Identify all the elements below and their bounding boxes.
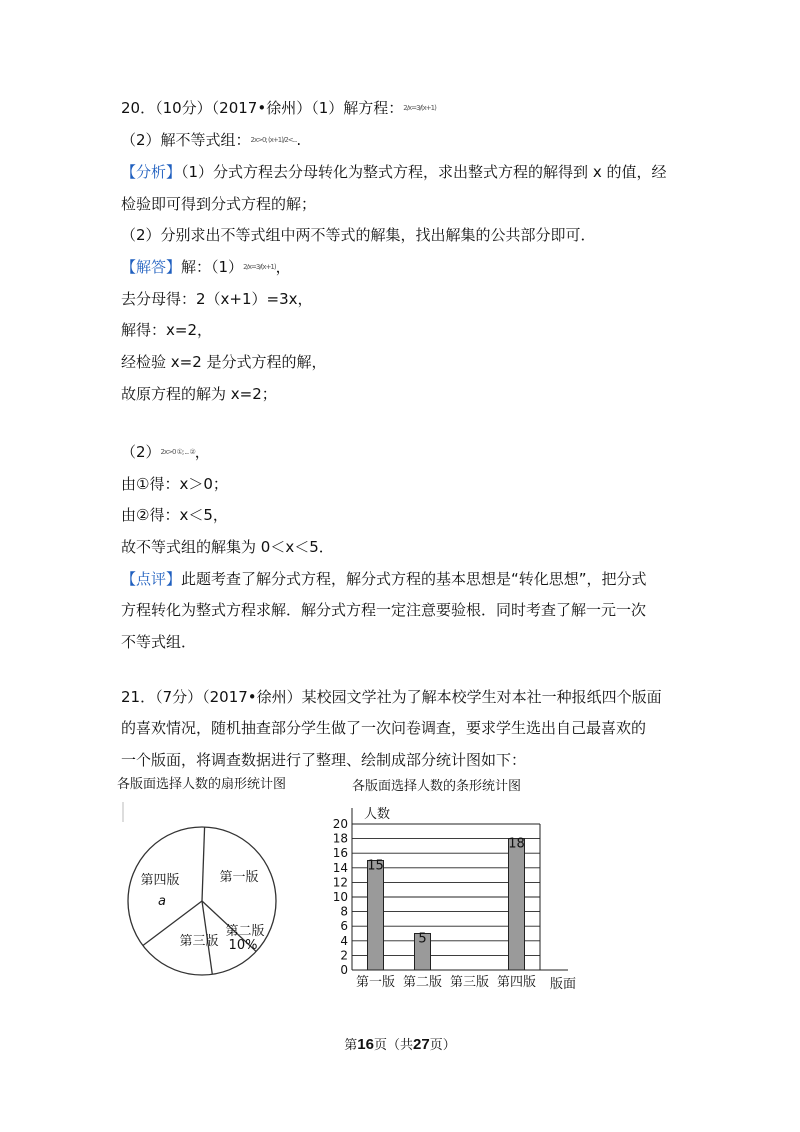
analysis-line-1: [121, 162, 666, 182]
comment-line-3: 不等式组．: [121, 633, 197, 651]
solution-part2-line: [121, 442, 210, 462]
q20-line: [121, 98, 436, 118]
bar-ytick-label: 18: [332, 831, 348, 846]
bar-data-label-1: 15: [367, 858, 384, 874]
pie-slice-label-2: 第二版: [225, 924, 265, 939]
solution-step-7: 故不等式组的解集为 0＜x＜5．: [121, 538, 334, 556]
q20-equation: 2/x=3/(x+1): [403, 104, 436, 112]
comment-line-2: 方程转化为整式方程求解．解分式方程一定注意要验根．同时考查了解一元一次: [121, 601, 647, 619]
solution-step-3: 经检验 x=2 是分式方程的解，: [121, 353, 327, 371]
pie-slice-label-3: 第三版: [179, 934, 219, 949]
q20-period: .: [296, 131, 302, 149]
solution-part2-head: （2）: [121, 443, 161, 461]
pie-slice-value-4: a: [158, 894, 166, 909]
bar-ytick-label: 8: [340, 904, 348, 919]
footer-suffix: 页）: [429, 1038, 456, 1053]
solution-comma: ，: [275, 258, 291, 276]
solution-step-6: 由②得：x＜5，: [121, 506, 228, 524]
pie-slice-label-4: 第四版: [140, 873, 180, 888]
solution-part2-comma: ，: [194, 443, 210, 461]
bar-chart-xlabel: 版面: [550, 977, 577, 992]
solution-head-line: [121, 257, 291, 277]
bar-category-label-4: 第四版: [496, 975, 537, 990]
footer-middle: 页（共: [373, 1038, 413, 1053]
bar-ytick-label: 12: [332, 875, 348, 890]
q21-line-2: 的喜欢情况，随机抽查部分学生做了一次问卷调查，要求学生选出自己最喜欢的: [121, 719, 647, 737]
comment-text-1: 此题考查了解分式方程，解分式方程的基本思想是“转化思想”，把分式: [181, 570, 647, 588]
page-footer: [0, 1034, 800, 1053]
pie-chart-title: 各版面选择人数的扇形统计图: [117, 777, 287, 792]
bar-category-label-1: 第一版: [355, 975, 396, 990]
q20-head: 20．（10分）（2017•徐州）（1）解方程：: [121, 99, 404, 117]
q20-part2-prefix: （2）解不等式组：: [121, 131, 251, 149]
bar-1: [367, 858, 384, 971]
q21-line-3: 一个版面，将调查数据进行了整理、绘制成部分统计图如下：: [121, 751, 527, 769]
bar-ytick-label: 6: [340, 919, 348, 934]
bar-chart-ylabel: 人数: [364, 807, 391, 822]
solution-step-1: 去分母得：2（x+1）=3x，: [121, 290, 313, 308]
bar-ytick-label: 4: [340, 933, 348, 948]
bar-ytick-label: 20: [332, 817, 348, 831]
footer-page-number: 16: [357, 1036, 374, 1053]
bar-chart: [328, 772, 588, 1002]
comment-line-1: [121, 569, 647, 589]
bar-chart-title: 各版面选择人数的条形统计图: [352, 779, 522, 794]
bar-ytick-label: 14: [332, 860, 348, 875]
bar-data-label-4: 18: [508, 836, 525, 852]
solution-tag: 【解答】: [121, 258, 182, 276]
pie-slice-value-2: 10%: [228, 938, 258, 953]
footer-total-pages: 27: [413, 1036, 430, 1053]
bar-ytick-label: 10: [332, 890, 348, 904]
analysis-line-3: （2）分别求出不等式组中两不等式的解集，找出解集的公共部分即可．: [121, 226, 596, 244]
analysis-text-1: （1）分式方程去分母转化为整式方程，求出整式方程的解得到 x 的值，经: [181, 163, 667, 181]
bar-4: [508, 836, 525, 970]
bar-category-label-2: 第二版: [402, 975, 443, 990]
pie-slice-label-1: 第一版: [219, 870, 259, 885]
analysis-line-2: 检验即可得到分式方程的解；: [121, 195, 317, 213]
bar-ytick-label: 16: [332, 846, 348, 861]
bar-ytick-label: 0: [340, 963, 348, 977]
pie-chart: [115, 770, 315, 1000]
comment-tag: 【点评】: [121, 570, 182, 588]
solution-head: 解：（1）: [181, 258, 244, 276]
bar-ytick-label: 2: [340, 948, 348, 963]
bar-data-label-2: 5: [418, 931, 427, 947]
q21-line-1: 21．（7分）（2017•徐州）某校园文学社为了解本校学生对本社一种报纸四个版面: [121, 688, 662, 706]
solution-step-4: 故原方程的解为 x=2；: [121, 385, 277, 403]
analysis-tag: 【分析】: [121, 163, 182, 181]
bar-marks: [333, 808, 568, 990]
solution-step-5: 由①得：x＞0；: [121, 475, 228, 493]
solution-step-2: 解得：x=2，: [121, 321, 212, 339]
q20-part2-line: [121, 130, 301, 150]
pie-slices: [128, 827, 276, 975]
bar-category-label-3: 第三版: [449, 975, 490, 990]
q20-inequality-system: 2x>0; (x+1)/2<...: [250, 136, 297, 144]
solution-equation: 2/x=3/(x+1): [243, 263, 276, 271]
footer-prefix: 第: [344, 1038, 358, 1053]
solution-inequality-system: 2x>0 ①; ... ②: [160, 448, 195, 456]
